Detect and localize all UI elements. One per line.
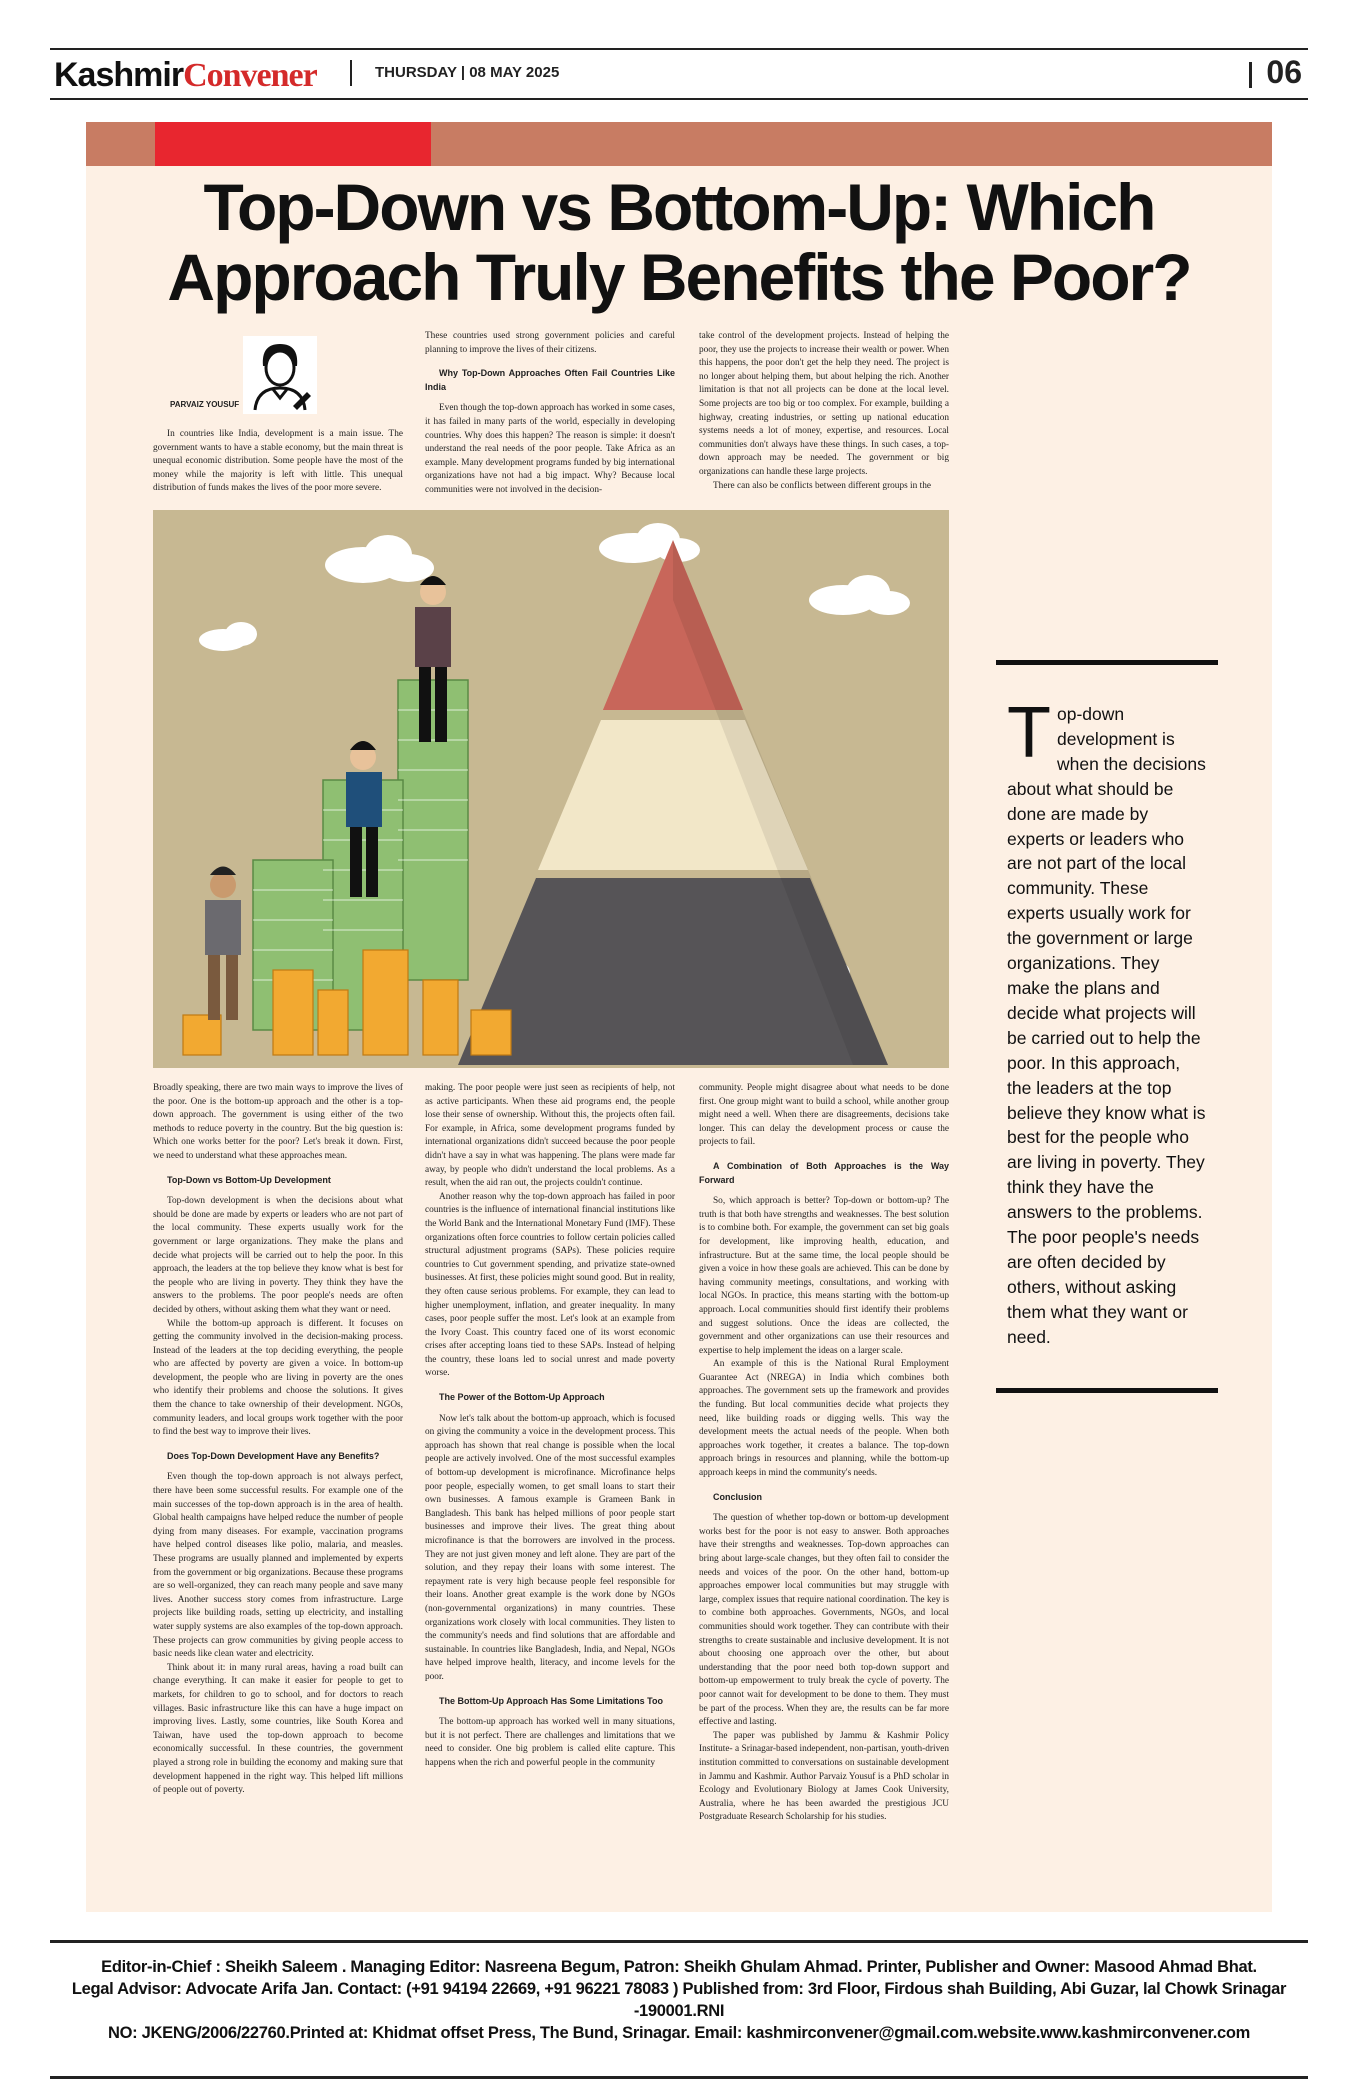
paragraph: While the bottom-up approach is different. It focuses on getting the community involved in the decision-making process. Instead of the leaders at the top deciding everything, the people who are affected by poverty are given a voice. In bottom-up development, the people who are living in poverty are the ones who identify their problems and choose the solutions. It gives them the chance to take ownership of their development. NGOs, community leaders, and local groups work together with the poor to find the best way to improve their lives.	[153, 1318, 403, 1438]
paragraph: making. The poor people were just seen as recipients of help, not as active participants. When these aid programs end, the people lose their sense of ownership. Without this, the projects often fail. For example, in Africa, some development programs funded by international organizations didn't succeed because the poor people didn't have a say in what was happening. The plans were made far away, by people who didn't understand the local problems. As a result, when the aid ran out, the projects couldn't continue.	[425, 1083, 675, 1189]
page-number-divider	[1249, 62, 1252, 88]
brand-kashmir: Kashmir	[54, 56, 184, 94]
paragraph: An example of this is the National Rural Employment Guarantee Act (NREGA) in India which combines both approaches. The government sets up the framework and provides the funding. But local communities decide what projects they need, like building roads or digging wells. This way the development meets the actual needs of the people. When both approaches work together, it creates a balance. The top-down approach brings in resources and planning, while the bottom-up approach keeps in mind the community's needs.	[699, 1359, 949, 1479]
headline-line-2: Approach Truly Benefits the Poor?	[167, 240, 1191, 314]
footer-rule-top	[50, 1940, 1308, 1943]
paragraph: Even though the top-down approach has worked in some cases, it has failed in many parts of the world, especially in developing countries. Why does this happen? The reason is simple: it doesn't understand the real needs of the poor people. Take Africa as an example. Many development programs funded by big international organizations have not had a big impact. Why? Because local communities were not involved in the decision-	[425, 403, 675, 495]
paragraph: The bottom-up approach has worked well in many situations, but it is not perfect. There are challenges and limitations that we need to consider. One big problem is called elite capture. This happens when the rich and powerful people in the community	[425, 1717, 675, 1768]
column-3-top	[699, 330, 949, 493]
headline	[120, 172, 1238, 312]
pullquote	[1007, 693, 1207, 1350]
column-3-bottom	[699, 1082, 949, 1825]
author-name: PARVAIZ YOUSUF	[170, 400, 240, 409]
imprint-line-2: Legal Advisor: Advocate Arifa Jan. Contact: (+91 94194 22669, +91 96221 78083 ) Published from: 3rd Floor, Firdous shah Building, Abi Guzar, lal Chowk Srinagar -190001.RNI	[71, 1980, 1287, 2020]
imprint-footer	[60, 1956, 1298, 2044]
masthead-divider	[350, 60, 352, 86]
subheading: Does Top-Down Development Have any Benefits?	[167, 1450, 380, 1461]
subheading: Why Top-Down Approaches Often Fail Countries Like India	[425, 368, 675, 392]
author-avatar-icon	[243, 336, 317, 414]
paragraph: These countries used strong government policies and careful planning to improve the lives of their citizens.	[425, 331, 675, 355]
paragraph: take control of the development projects. Instead of helping the poor, they use the projects to increase their wealth or power. When this happens, the poor don't get the help they need. The project is no longer about helping them, but about helping the rich. Another limitation is that not all projects can be done at the local level. Some projects are too big or too complex. For example, building a highway, creating industries, or setting up national education systems needs a lot of money, expertise, and resources. Local communities don't always have these things. In such cases, a top-down approach may be needed. The government or big organizations can handle these large projects.	[699, 331, 949, 477]
paragraph: So, which approach is better? Top-down or bottom-up? The truth is that both have strengths and weaknesses. The best solution is to combine both. For example, the government can set big goals for development, like improving health, education, and infrastructure. But at the same time, the local people should be given a voice in how these goals are achieved. This can be done by having community meetings, consultations, and working with local NGOs. In practice, this means starting with the bottom-up approach. Local communities should first identify their problems and suggest solutions. Once the ideas are collected, the government and other organizations can use their resources and expertise to help implement the ideas on a larger scale.	[699, 1196, 949, 1356]
pullquote-rule-top	[996, 660, 1218, 665]
subheading: A Combination of Both Approaches is the Way Forward	[699, 1160, 949, 1185]
brand-convener: Convener	[183, 57, 317, 94]
page-number: 06	[1266, 54, 1302, 90]
paragraph: The paper was published by Jammu & Kashmir Policy Institute- a Srinagar-based independent, non-partisan, youth-driven institution committed to conversations on sustainable development in Jammu and Kashmir. Author Parvaiz Yousuf is a PhD scholar in Ecology and Evolutionary Biology at James Cook University, Australia, where he has been awarded the prestigious JCU Postgraduate Research Scholarship for his studies.	[699, 1730, 949, 1823]
paragraph: community. People might disagree about what needs to be done first. One group might want to build a school, while another group might need a well. When there are disagreements, decisions take longer. This can delay the development process or cause the projects to fail.	[699, 1083, 949, 1148]
imprint-line-1: Editor-in-Chief : Sheikh Saleem . Managing Editor: Nasreena Begum, Patron: Sheikh Ghulam Ahmad. Printer, Publisher and Owner: Masood Ahmad Bhat.	[101, 1958, 1257, 1976]
paragraph: Now let's talk about the bottom-up approach, which is focused on giving the community a voice in the development process. This approach has shown that real change is possible when the local people are actively involved. One of the most successful examples of bottom-up development is microfinance. Microfinance helps poor people, especially women, to get small loans to start their own businesses. A famous example is Grameen Bank in Bangladesh. This bank has helped millions of poor people start businesses and improve their lives. The great thing about microfinance is that the borrowers are involved in the process. They are not just given money and left alone. They are part of the solution, and they repay their loans with some interest. The repayment rate is very high because people feel responsible for their loans. Another great example is the work done by NGOs (non-governmental organizations) in many countries. These organizations work closely with local communities. They listen to the community's needs and find solutions that are affordable and sustainable. In countries like Bangladesh, India, and Nepal, NGOs have helped improve health, literacy, and income levels for the poor.	[425, 1413, 675, 1682]
column-2-top	[425, 330, 675, 498]
masthead	[50, 48, 1308, 100]
brand-logo[interactable]	[54, 56, 317, 95]
column-2-bottom	[425, 1082, 675, 1771]
pullquote-dropcap: T	[1007, 693, 1051, 773]
footer-rule-bottom	[50, 2076, 1308, 2079]
subheading: Conclusion	[713, 1491, 762, 1502]
header-accent-block	[155, 122, 431, 166]
paragraph: Think about it: in many rural areas, having a road built can change everything. It can make it easier for people to get to markets, for children to go to school, and for doctors to reach villages. Basic infrastructure like this can have a huge impact on improving lives. Lastly, some countries, like South Korea and Taiwan, have used the top-down approach to become economically successful. In these countries, the government played a strong role in building the economy and making sure that development happened in the right way. This helped lift millions of people out of poverty.	[153, 1662, 403, 1796]
pullquote-rule-bottom	[996, 1388, 1218, 1393]
paragraph: There can also be conflicts between different groups in the	[713, 480, 931, 491]
paragraph: Even though the top-down approach is not always perfect, there have been some successful results. For example one of the main successes of the top-down approach is in the area of health. Global health campaigns have helped reduce the number of people dying from many diseases. For example, vaccination programs have helped control diseases like polio, malaria, and measles. These programs are usually planned and implemented by experts from the government or big organizations. Because these programs are so well-organized, they can reach many people and save many lives. Another success story comes from infrastructure. Large projects like building roads, setting up electricity, and installing water supply systems are also examples of the top-down approach. These projects can grow communities by giving people access to basic needs like clean water and electricity.	[153, 1472, 403, 1660]
subheading: The Power of the Bottom-Up Approach	[439, 1392, 605, 1403]
imprint-line-3: NO: JKENG/2006/22760.Printed at: Khidmat offset Press, The Bund, Srinagar. Email: kashmirconvener@gmail.com.website.www.kashmirconvener.com	[108, 2024, 1250, 2042]
paragraph: Another reason why the top-down approach has failed in poor countries is the influence of international financial institutions like the World Bank and the International Monetary Fund (IMF). These organizations often force countries to follow certain policies called structural adjustment programs (SAPs). These policies require countries to Cut government spending, and privatize state-owned businesses. At first, these policies might sound good. But in reality, they often cause serious problems. For example, they can lead to higher unemployment, inflation, and greater inequality. In many cases, poor people suffer the most. Let's look at an example from the Ivory Coast. This country faced one of its worst economic crises after accepting loans tied to these SAPs. Instead of helping the country, these loans led to social unrest and made poverty worse.	[425, 1191, 675, 1379]
subheading: Top-Down vs Bottom-Up Development	[167, 1174, 331, 1185]
paragraph: In countries like India, development is a main issue. The government wants to have a stable economy, but the main threat is unequal economic distribution. Some people have the most of the money while the majority is left with little. This unequal distribution of funds makes the lives of the poor more severe.	[153, 429, 403, 494]
column-1-bottom	[153, 1082, 403, 1798]
pullquote-text: op-down development is when the decisions about what should be done are made by experts or leaders who are not part of the local community. These experts usually work for the government or large organizations. They make the plans and decide what projects will be carried out to help the poor. In this approach, the leaders at the top believe they know what is best for the people who are living in poverty. They think they have the answers to the problems. The poor people's needs are often decided by others, without asking them what they want or need.	[1007, 704, 1206, 1347]
paragraph: Top-down development is when the decisions about what should be done are made by experts or leaders who are not part of the local community. These experts usually work for the government or large organizations. They make the plans and decide what projects will be carried out to help the poor. In this approach, the leaders at the top believe they know what is best for the people who are living in poverty. They think they have the answers to the problems. The poor people's needs are often decided by others, without asking them what they want or need.	[153, 1196, 403, 1315]
paragraph: Broadly speaking, there are two main ways to improve the lives of the poor. One is the bottom-up approach and the other is a top-down approach. The government is using either of the two methods to reduce poverty in the country. But the big question is: Which one works better for the poor? Let's break it down. First, we need to understand what these approaches mean.	[153, 1083, 403, 1161]
paragraph: The question of whether top-down or bottom-up development works best for the poor is not easy to answer. Both approaches have their strengths and weaknesses. Top-down approaches can bring about large-scale changes, but they often fail to consider the needs and voices of the poor. On the other hand, bottom-up approaches empower local communities but may struggle with large, complex issues that require national coordination. The key is to combine both approaches. Governments, NGOs, and local communities should work together. They can contribute with their strengths to create sustainable and inclusive development. It is not about choosing one approach over the other, but about understanding that the poor need both top-down support and bottom-up empowerment to truly break the cycle of poverty. The poor cannot wait for development to be done to them. They must be part of the process. When they are, the results can be far more effective and lasting.	[699, 1513, 949, 1728]
issue-date: THURSDAY | 08 MAY 2025	[375, 64, 560, 81]
pyramid-illustration	[153, 510, 949, 1068]
headline-line-1: Top-Down vs Bottom-Up: Which	[203, 170, 1155, 244]
column-1-top	[153, 428, 403, 496]
subheading: The Bottom-Up Approach Has Some Limitations Too	[439, 1695, 664, 1706]
